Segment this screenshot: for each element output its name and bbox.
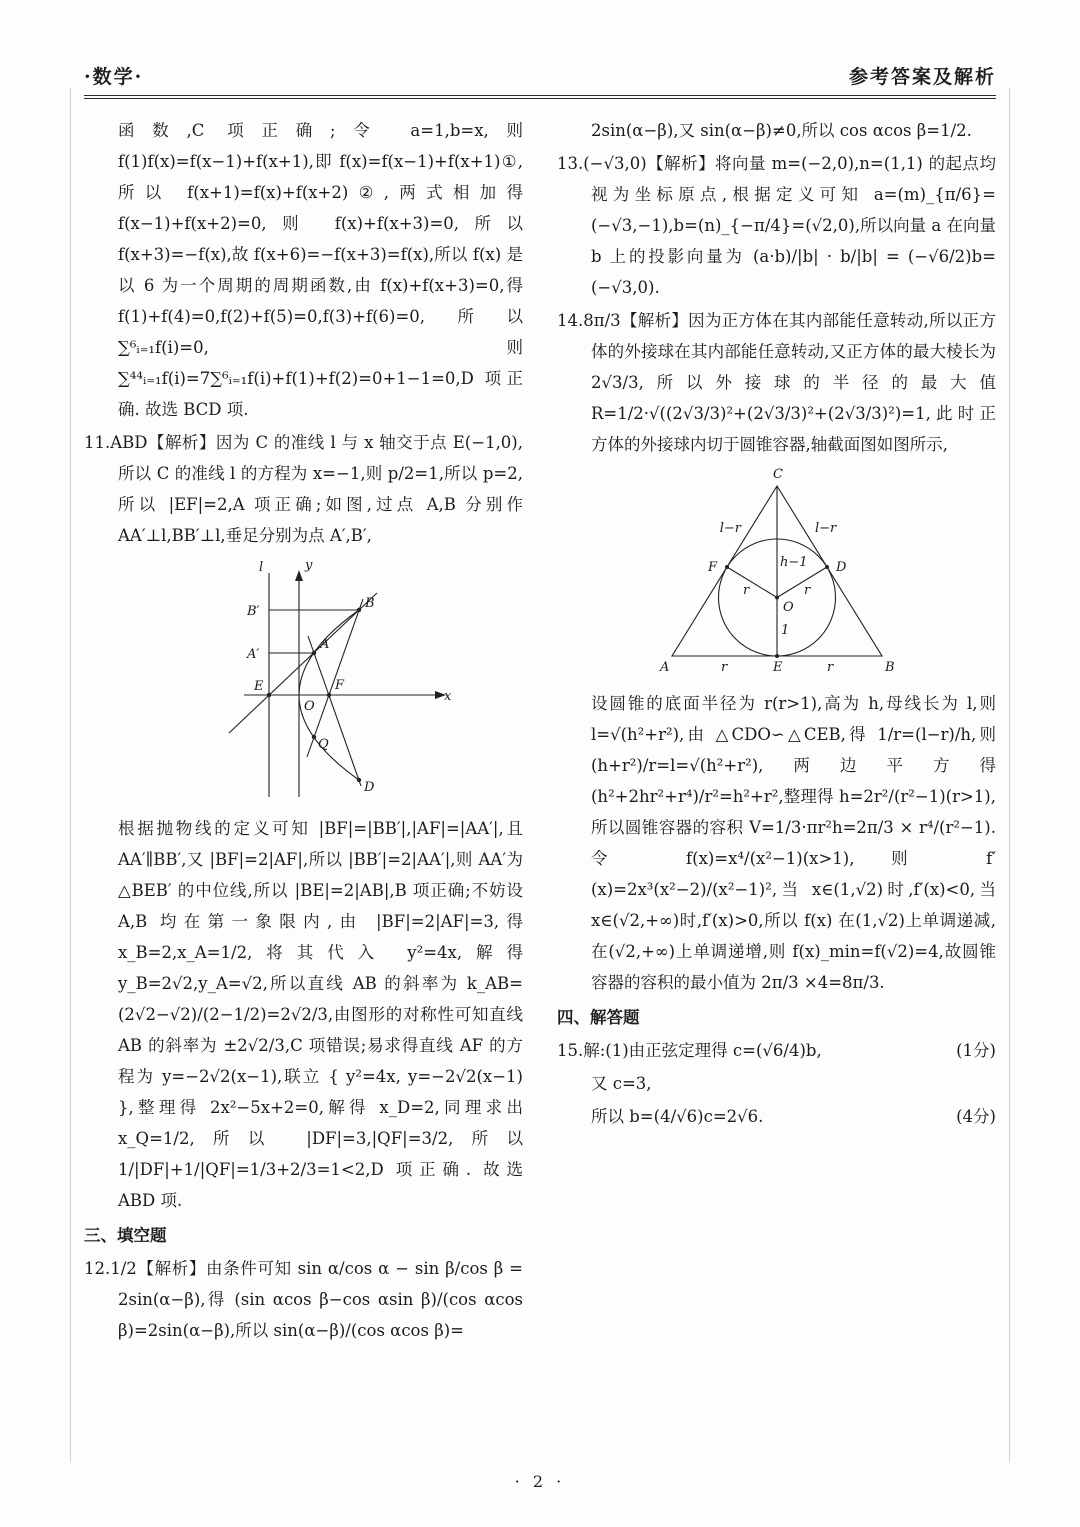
label-A: A: [659, 660, 669, 676]
label-C: C: [772, 467, 783, 483]
cone-figure: [557, 464, 996, 682]
label-O: O: [782, 600, 794, 616]
page-content: [84, 62, 996, 1348]
label-D: D: [363, 780, 374, 796]
point-F: [326, 693, 330, 697]
paragraph-continuation: 函数,C 项正确;令 a=1,b=x,则 f(1)f(x)=f(x−1)+f(x+1),即 f(x)=f(x−1)+f(x+1)①,所以 f(x+1)=f(x)+f(x+2)②,两式相加得 f(x−1)+f(x+2)=0,则 f(x)+f(x+3)=0,所以 f(x+3)=−f(x),故 f(x+6)=−f(x+3)=f(x),所以 f(x) 是以 6 为一个周期的周期函数,由 f(x)+f(x+3)=0,得 f(1)+f(4)=0,f(2)+f(5)=0,f(3)+f(6)=0,所以 ∑⁶ᵢ₌₁f(i)=0,则 ∑⁴⁴ᵢ₌₁f(i)=7∑⁶ᵢ₌₁f(i)+f(1)+f(2)=0+1−1=0,D 项正确. 故选 BCD 项.: [118, 121, 523, 420]
cone-figure-svg: [627, 464, 927, 682]
point-E: [266, 693, 270, 697]
answer-item-12: 12.1/2【解析】由条件可知 sin α/cos α − sin β/cos β = 2sin(α−β),得 (sin αcos β−cos αsin β)/(cos αcos β)=2sin(α−β),所以 sin(α−β)/(cos αcos β)=: [84, 1259, 523, 1341]
answer-item-15-line3: [557, 1101, 996, 1132]
section-heading-fill-in: 三、填空题: [84, 1226, 167, 1246]
right-column: [557, 115, 996, 1348]
label-E: E: [253, 679, 263, 695]
label-A: A: [319, 637, 329, 653]
paragraph-continuation-right: 2sin(α−β),又 sin(α−β)≠0,所以 cos αcos β=1/2.: [591, 121, 972, 140]
scan-edge-left: [70, 88, 71, 1463]
parabola-figure-svg: [149, 555, 459, 807]
y-axis-arrow: [295, 570, 303, 581]
score-badge-2: (4分): [956, 1107, 996, 1127]
label-F: F: [707, 560, 717, 576]
label-r-base-left: r: [720, 660, 727, 676]
answer-item-14: 14.8π/3【解析】因为正方体在其内部能任意转动,所以正方体的外接球在其内部能任意转动,又正方体的最大棱长为 2√3/3,所以外接球的半径的最大值 R=1/2·√((2√3/3)²+(2√3/3)²+(2√3/3)²)=1,此时正方体的外接球内切于圆锥容器,轴截面图如图所示,: [557, 311, 996, 455]
answer-item-11-continued: 根据抛物线的定义可知 |BF|=|BB′|,|AF|=|AA′|,且 AA′∥BB′,又 |BF|=2|AF|,所以 |BB′|=2|AA′|,则 AA′为△BEB′ 的中位线,所以 |BE|=2|AB|,B 项正确;不妨设 A,B 均在第一象限内,由 |BF|=2|AF|=3,得 x_B=2,x_A=1/2,将其代入 y²=4x,解得 y_B=2√2,y_A=√2,所以直线 AB 的斜率为 k_AB=(2√2−√2)/(2−1/2)=2√2/3,由图形的对称性可知直线 AB 的斜率为 ±2√2/3,C 项错误;易求得直线 AF 的方程为 y=−2√2(x−1),联立 { y²=4x, y=−2√2(x−1) },整理得 2x²−5x+2=0,解得 x_D=2,同理求出 x_Q=1/2,所以 |DF|=3,|QF|=3/2,所以 1/|DF|+1/|QF|=1/3+2/3=1<2,D 项正确. 故选 ABD 项.: [118, 819, 523, 1211]
label-E: E: [772, 660, 782, 676]
header-title: 参考答案及解析: [848, 66, 996, 88]
two-column-body: [84, 115, 996, 1348]
answer-item-15-line2: 又 c=3,: [591, 1074, 652, 1094]
label-one: 1: [780, 623, 789, 639]
label-D: D: [835, 560, 846, 576]
point-E: [775, 654, 779, 658]
subject-label: ·数学·: [84, 66, 144, 88]
label-h-minus-1: h−1: [779, 555, 808, 571]
line-AFD: [308, 636, 361, 786]
label-x: x: [443, 689, 451, 705]
left-column: [84, 115, 523, 1348]
label-r-radius-left: r: [742, 583, 749, 599]
label-A-prime: A′: [246, 647, 259, 663]
label-O: O: [303, 699, 315, 715]
label-B: B: [884, 660, 895, 676]
label-r-base-right: r: [826, 660, 833, 676]
label-B: B: [364, 596, 375, 612]
point-A: [311, 651, 315, 655]
point-F: [725, 565, 729, 569]
point-O: [775, 596, 779, 600]
label-B-prime: B′: [246, 604, 260, 620]
label-l-minus-r-left: l−r: [719, 521, 741, 537]
answer-item-13: 13.(−√3,0)【解析】将向量 m=(−2,0),n=(1,1) 的起点均视为坐标原点,根据定义可知 a=(m)_{π/6}=(−√3,−1),b=(n)_{−π/4}=(√2,0),所以向量 a 在向量 b 上的投影向量为 (a·b)/|b| · b/|b| = (−√6/2)b=(−√3,0).: [557, 154, 996, 298]
label-F: F: [334, 678, 344, 694]
point-Q: [311, 735, 315, 739]
radius-OF: [727, 567, 777, 598]
item-15-text-1: 15.解:(1)由正弦定理得 c=(√6/4)b,: [557, 1041, 822, 1061]
answer-item-14-continued: 设圆锥的底面半径为 r(r>1),高为 h,母线长为 l,则 l=√(h²+r²),由 △CDO∽△CEB,得 1/r=(l−r)/h,则 (h+r²)/r=l=√(h²+r²),两边平方得 (h²+2hr²+r⁴)/r²=h²+r²,整理得 h=2r²/(r²−1)(r>1),所以圆锥容器的容积 V=1/3·πr²h=2π/3 × r⁴/(r²−1). 令 f(x)=x⁴/(x²−1)(x>1),则 f′(x)=2x³(x²−2)/(x²−1)²,当 x∈(1,√2)时,f′(x)<0,当 x∈(√2,+∞)时,f′(x)>0,所以 f(x) 在(1,√2)上单调递减,在(√2,+∞)上单调递增,则 f(x)_min=f(√2)=4,故圆锥容器的容积的最小值为 2π/3 ×4=8π/3.: [591, 694, 996, 993]
label-l: l: [258, 560, 263, 576]
page-header: [84, 62, 996, 89]
point-D: [356, 778, 360, 782]
header-double-rule: [84, 95, 996, 99]
point-D: [825, 565, 829, 569]
parabola-figure: [84, 555, 523, 807]
item-15-text-3: 所以 b=(4/√6)c=2√6.: [591, 1107, 764, 1127]
score-badge-1: (1分): [956, 1041, 996, 1061]
section-heading-solutions: 四、解答题: [557, 1008, 640, 1028]
answer-item-15-line1: [557, 1035, 996, 1066]
page-number: · 2 ·: [514, 1472, 566, 1491]
label-Q: Q: [317, 737, 329, 753]
answer-item-11: 11.ABD【解析】因为 C 的准线 l 与 x 轴交于点 E(−1,0),所以 C 的准线 l 的方程为 x=−1,则 p/2=1,所以 p=2,所以 |EF|=2,A 项正确;如图,过点 A,B 分别作 AA′⊥l,BB′⊥l,垂足分别为点 A′,B′,: [84, 433, 523, 546]
radius-OD: [777, 567, 827, 598]
label-l-minus-r-right: l−r: [814, 521, 836, 537]
scan-edge-right: [1009, 88, 1010, 1463]
label-y: y: [304, 558, 312, 574]
point-B: [356, 608, 360, 612]
label-r-radius-right: r: [803, 583, 810, 599]
